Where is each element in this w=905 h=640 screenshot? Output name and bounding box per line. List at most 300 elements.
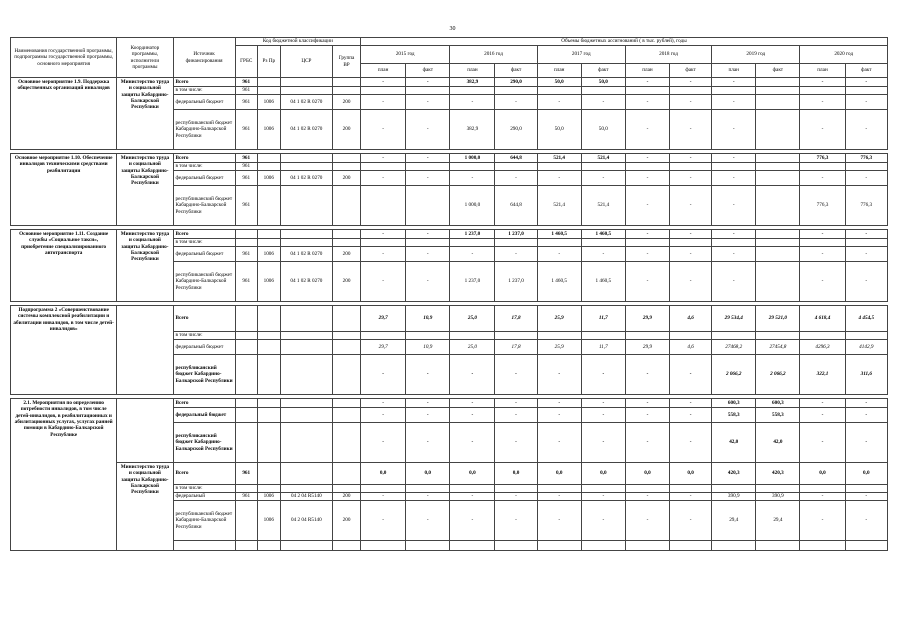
fact-value-cell: - xyxy=(845,171,887,186)
plan-value-cell: 25,9 xyxy=(537,306,581,332)
fact-value-cell: 42,0 xyxy=(756,423,800,463)
plan-value-cell xyxy=(361,163,406,171)
plan-value-cell: - xyxy=(361,493,406,501)
code-cell xyxy=(280,541,332,551)
plan-value-cell: - xyxy=(712,262,756,302)
code-cell xyxy=(235,423,257,463)
row-name-cell: Основное мероприятие 1.11. Создание службы «Социальное такси», приобретение специализированного автотранспорта xyxy=(11,230,117,302)
plan-value-cell: - xyxy=(800,423,845,463)
plan-value-cell: 29,7 xyxy=(361,340,406,355)
fact-value-cell xyxy=(406,485,450,493)
plan-value-cell: 0,0 xyxy=(450,463,495,485)
fact-header: факт xyxy=(845,64,887,78)
fact-value-cell: 290,0 xyxy=(495,78,537,87)
plan-value-cell: 382,9 xyxy=(450,78,495,87)
plan-value-cell: 600,3 xyxy=(712,399,756,408)
plan-value-cell: - xyxy=(450,171,495,186)
fact-value-cell xyxy=(581,541,625,551)
page-number: 30 xyxy=(449,26,456,32)
code-cell xyxy=(280,408,332,423)
fact-value-cell: - xyxy=(495,95,537,110)
plan-value-cell: 50,0 xyxy=(537,110,581,150)
header-name: Наименования государственной программы, подпрограммы государственной программы, основного мероприятия xyxy=(11,38,117,78)
fact-value-cell: - xyxy=(670,423,712,463)
code-cell xyxy=(332,163,360,171)
code-cell: 04 2 04 R5140 xyxy=(280,493,332,501)
plan-value-cell: - xyxy=(712,247,756,262)
code-cell: 961 xyxy=(235,154,257,163)
fact-value-cell: - xyxy=(581,423,625,463)
code-cell: 04 1 02 R 0270 xyxy=(280,247,332,262)
plan-value-cell: - xyxy=(712,154,756,163)
code-cell xyxy=(257,239,280,247)
code-cell: 1006 xyxy=(257,493,280,501)
fact-value-cell: 420,3 xyxy=(756,463,800,485)
code-cell xyxy=(235,340,257,355)
code-cell: 961 xyxy=(235,78,257,87)
fact-value-cell: - xyxy=(406,501,450,541)
code-cell xyxy=(332,423,360,463)
fact-value-cell xyxy=(581,332,625,340)
header-volumes: Объемы бюджетных ассигнований ( в тыс. рублей), годы xyxy=(361,38,888,46)
code-cell xyxy=(257,485,280,493)
plan-value-cell: - xyxy=(537,399,581,408)
code-cell xyxy=(280,399,332,408)
code-cell: 1006 xyxy=(257,501,280,541)
fact-header: факт xyxy=(581,64,625,78)
code-cell: 04 1 02 R 0270 xyxy=(280,171,332,186)
fact-value-cell: - xyxy=(495,355,537,395)
code-cell: 961 xyxy=(235,163,257,171)
row-coordinator-cell xyxy=(117,399,173,463)
fact-value-cell: - xyxy=(845,230,887,239)
fact-value-cell: - xyxy=(845,78,887,87)
plan-value-cell: - xyxy=(625,408,669,423)
fact-value-cell xyxy=(670,332,712,340)
code-cell xyxy=(235,239,257,247)
table-row xyxy=(11,463,888,485)
plan-value-cell: 1 460,5 xyxy=(537,262,581,302)
fact-value-cell: - xyxy=(495,501,537,541)
code-cell: 1006 xyxy=(257,262,280,302)
plan-value-cell xyxy=(537,239,581,247)
plan-value-cell: - xyxy=(625,186,669,226)
plan-value-cell xyxy=(712,541,756,551)
code-cell xyxy=(257,163,280,171)
fact-value-cell: - xyxy=(406,78,450,87)
fact-value-cell: - xyxy=(670,95,712,110)
fact-value-cell: 290,0 xyxy=(495,110,537,150)
code-cell: 200 xyxy=(332,110,360,150)
fact-value-cell: - xyxy=(670,110,712,150)
plan-value-cell xyxy=(361,541,406,551)
code-cell xyxy=(332,541,360,551)
fact-value-cell: - xyxy=(670,262,712,302)
header-vr: Группа ВР xyxy=(332,46,360,78)
row-name-cell: 2.1. Мероприятия по определению потребности инвалидов, в том числе детей-инвалидов, в реабилитационных и абилитационных услугах, услугах ранней помощи в Кабардино-Балкарской Республике xyxy=(11,399,117,551)
code-cell xyxy=(332,340,360,355)
plan-value-cell xyxy=(450,541,495,551)
fact-value-cell xyxy=(495,87,537,95)
plan-value-cell: 42,0 xyxy=(712,423,756,463)
code-cell xyxy=(280,78,332,87)
plan-value-cell xyxy=(712,485,756,493)
fact-value-cell xyxy=(495,163,537,171)
fact-value-cell: 1 237,0 xyxy=(495,230,537,239)
plan-header: план xyxy=(450,64,495,78)
source-cell: в том числе: xyxy=(173,87,235,95)
fact-value-cell: 4,6 xyxy=(670,306,712,332)
fact-value-cell xyxy=(756,186,800,226)
source-cell: в том числе: xyxy=(173,163,235,171)
fact-value-cell: - xyxy=(845,408,887,423)
fact-value-cell: 11,7 xyxy=(581,306,625,332)
code-cell xyxy=(257,306,280,332)
plan-value-cell: - xyxy=(361,399,406,408)
code-cell xyxy=(332,186,360,226)
row-name-cell: Основное мероприятие 1.9. Поддержка общественных организаций инвалидов xyxy=(11,78,117,150)
source-cell: республиканский бюджет Кабардино-Балкарской Республики xyxy=(173,262,235,302)
fact-value-cell: - xyxy=(406,247,450,262)
code-cell: 04 2 04 R5140 xyxy=(280,501,332,541)
fact-value-cell xyxy=(756,332,800,340)
plan-value-cell xyxy=(537,87,581,95)
fact-value-cell: - xyxy=(581,171,625,186)
code-cell xyxy=(257,87,280,95)
plan-value-cell xyxy=(800,485,845,493)
fact-value-cell xyxy=(406,332,450,340)
plan-header: план xyxy=(361,64,406,78)
fact-value-cell: 558,3 xyxy=(756,408,800,423)
code-cell xyxy=(257,186,280,226)
fact-value-cell xyxy=(756,239,800,247)
code-cell xyxy=(332,78,360,87)
code-cell xyxy=(235,306,257,332)
code-cell: 1006 xyxy=(257,110,280,150)
code-cell xyxy=(280,230,332,239)
fact-value-cell: - xyxy=(670,186,712,226)
fact-value-cell: 10,9 xyxy=(406,340,450,355)
plan-value-cell xyxy=(625,332,669,340)
fact-value-cell: - xyxy=(581,408,625,423)
fact-value-cell: - xyxy=(670,501,712,541)
plan-value-cell: - xyxy=(361,408,406,423)
fact-value-cell: - xyxy=(495,408,537,423)
plan-value-cell: - xyxy=(537,171,581,186)
year-header: 2019 год xyxy=(712,46,800,64)
plan-value-cell: - xyxy=(361,423,406,463)
plan-value-cell: - xyxy=(712,110,756,150)
fact-value-cell: - xyxy=(845,95,887,110)
plan-value-cell: - xyxy=(361,501,406,541)
fact-value-cell: 1 460,5 xyxy=(581,230,625,239)
code-cell xyxy=(257,154,280,163)
plan-value-cell: 29,4 xyxy=(712,501,756,541)
plan-value-cell xyxy=(537,332,581,340)
fact-value-cell xyxy=(756,262,800,302)
plan-value-cell: - xyxy=(800,78,845,87)
fact-value-cell xyxy=(406,163,450,171)
row-coordinator-cell xyxy=(117,306,173,395)
code-cell: 200 xyxy=(332,247,360,262)
plan-value-cell: - xyxy=(361,230,406,239)
plan-value-cell xyxy=(712,332,756,340)
fact-value-cell: 29,4 xyxy=(756,501,800,541)
plan-value-cell xyxy=(450,332,495,340)
plan-value-cell: - xyxy=(537,247,581,262)
fact-value-cell: - xyxy=(670,230,712,239)
plan-value-cell xyxy=(537,485,581,493)
fact-value-cell xyxy=(670,485,712,493)
fact-value-cell xyxy=(406,239,450,247)
plan-value-cell: - xyxy=(800,399,845,408)
fact-value-cell xyxy=(756,110,800,150)
fact-value-cell: 600,3 xyxy=(756,399,800,408)
code-cell xyxy=(257,399,280,408)
plan-value-cell xyxy=(450,485,495,493)
row-name-cell: Подпрограмма 2 «Совершенствование системы комплексной реабилитации и абилитации инвалидов, в том числе детей-инвалидов» xyxy=(11,306,117,395)
plan-value-cell xyxy=(800,87,845,95)
plan-value-cell xyxy=(361,87,406,95)
code-cell xyxy=(280,163,332,171)
fact-value-cell: - xyxy=(670,399,712,408)
code-cell xyxy=(235,355,257,395)
plan-value-cell xyxy=(800,239,845,247)
code-cell: 04 1 02 R 0270 xyxy=(280,110,332,150)
code-cell xyxy=(257,408,280,423)
fact-value-cell: 0,0 xyxy=(406,463,450,485)
plan-value-cell: - xyxy=(625,78,669,87)
plan-value-cell xyxy=(361,239,406,247)
code-cell xyxy=(257,78,280,87)
plan-value-cell: - xyxy=(450,408,495,423)
plan-value-cell: - xyxy=(625,501,669,541)
header-csr: ЦСР xyxy=(280,46,332,78)
code-cell xyxy=(332,87,360,95)
fact-value-cell: 4 454,5 xyxy=(845,306,887,332)
row-coordinator-cell: Министерство труда и социальной защиты Кабардино-Балкарской Республики xyxy=(117,230,173,302)
fact-value-cell: - xyxy=(495,247,537,262)
fact-value-cell: 4,6 xyxy=(670,340,712,355)
source-cell: Всего xyxy=(173,78,235,87)
code-cell xyxy=(257,541,280,551)
plan-value-cell: - xyxy=(361,95,406,110)
code-cell xyxy=(332,399,360,408)
source-cell: республиканский бюджет Кабардино-Балкарской Республики xyxy=(173,501,235,541)
code-cell: 1006 xyxy=(257,247,280,262)
fact-value-cell xyxy=(581,163,625,171)
source-cell: федеральный xyxy=(173,493,235,501)
plan-value-cell: - xyxy=(712,230,756,239)
plan-value-cell: - xyxy=(712,95,756,110)
header-source: Источник финансирования xyxy=(173,38,235,78)
fact-value-cell xyxy=(756,154,800,163)
code-cell xyxy=(235,332,257,340)
fact-value-cell: - xyxy=(670,78,712,87)
plan-value-cell: - xyxy=(800,247,845,262)
fact-value-cell: 50,0 xyxy=(581,78,625,87)
fact-value-cell: - xyxy=(845,247,887,262)
source-cell: в том числе: xyxy=(173,485,235,493)
plan-value-cell: - xyxy=(800,408,845,423)
fact-value-cell xyxy=(845,163,887,171)
plan-value-cell: - xyxy=(625,247,669,262)
plan-value-cell: 1 237,0 xyxy=(450,230,495,239)
code-cell: 200 xyxy=(332,493,360,501)
source-cell: федеральный бюджет xyxy=(173,408,235,423)
plan-header: план xyxy=(712,64,756,78)
fact-value-cell: - xyxy=(406,171,450,186)
fact-value-cell: - xyxy=(581,493,625,501)
plan-value-cell: 2 066,2 xyxy=(712,355,756,395)
plan-value-cell: - xyxy=(800,110,845,150)
plan-value-cell: - xyxy=(450,423,495,463)
row-coordinator-cell: Министерство труда и социальной защиты Кабардино-Балкарской Республики xyxy=(117,78,173,150)
fact-value-cell: - xyxy=(495,399,537,408)
code-cell xyxy=(332,355,360,395)
fact-value-cell: - xyxy=(406,154,450,163)
plan-value-cell: 776,3 xyxy=(800,186,845,226)
plan-value-cell: 390,9 xyxy=(712,493,756,501)
plan-value-cell xyxy=(712,239,756,247)
source-cell: в том числе: xyxy=(173,332,235,340)
plan-value-cell xyxy=(450,239,495,247)
code-cell xyxy=(280,332,332,340)
plan-value-cell: - xyxy=(537,501,581,541)
plan-value-cell: - xyxy=(800,262,845,302)
fact-value-cell: 1 237,0 xyxy=(495,262,537,302)
fact-value-cell xyxy=(756,163,800,171)
plan-value-cell xyxy=(625,87,669,95)
fact-value-cell xyxy=(845,541,887,551)
plan-value-cell: 25,9 xyxy=(537,340,581,355)
fact-value-cell: - xyxy=(845,399,887,408)
fact-value-cell: 644,8 xyxy=(495,154,537,163)
plan-value-cell: 27468,2 xyxy=(712,340,756,355)
plan-value-cell: - xyxy=(625,399,669,408)
fact-value-cell xyxy=(406,87,450,95)
source-cell: республиканский бюджет Кабардино-Балкарской Республики xyxy=(173,355,235,395)
fact-value-cell xyxy=(495,332,537,340)
code-cell xyxy=(280,87,332,95)
code-cell: 961 xyxy=(235,493,257,501)
fact-value-cell: 390,9 xyxy=(756,493,800,501)
fact-value-cell: - xyxy=(581,501,625,541)
header-code: Код бюджетной классификации xyxy=(235,38,360,46)
code-cell xyxy=(235,230,257,239)
plan-value-cell: - xyxy=(361,154,406,163)
code-cell xyxy=(332,154,360,163)
fact-value-cell xyxy=(406,541,450,551)
plan-value-cell: - xyxy=(800,493,845,501)
code-cell xyxy=(280,340,332,355)
code-cell: 961 xyxy=(235,247,257,262)
table-row xyxy=(11,306,888,332)
table-row xyxy=(11,154,888,163)
plan-value-cell: - xyxy=(537,95,581,110)
plan-value-cell: - xyxy=(625,110,669,150)
source-cell: республиканский бюджет Кабардино-Балкарской Республики xyxy=(173,186,235,226)
code-cell xyxy=(332,239,360,247)
code-cell: 961 xyxy=(235,110,257,150)
plan-value-cell: 558,3 xyxy=(712,408,756,423)
plan-value-cell: 382,9 xyxy=(450,110,495,150)
code-cell xyxy=(280,423,332,463)
plan-value-cell: 521,4 xyxy=(537,186,581,226)
code-cell: 04 1 02 R 0270 xyxy=(280,95,332,110)
source-cell: федеральный бюджет xyxy=(173,340,235,355)
code-cell xyxy=(332,230,360,239)
plan-value-cell: - xyxy=(625,355,669,395)
fact-value-cell: - xyxy=(406,408,450,423)
code-cell xyxy=(332,408,360,423)
fact-value-cell: - xyxy=(406,399,450,408)
plan-value-cell: 1 237,0 xyxy=(450,262,495,302)
plan-value-cell xyxy=(537,541,581,551)
fact-value-cell: - xyxy=(845,501,887,541)
fact-value-cell: 27454,8 xyxy=(756,340,800,355)
table-row xyxy=(11,230,888,239)
code-cell xyxy=(235,485,257,493)
plan-value-cell: - xyxy=(450,493,495,501)
source-cell: Всего xyxy=(173,463,235,485)
fact-value-cell: - xyxy=(495,493,537,501)
source-cell: Всего xyxy=(173,306,235,332)
plan-value-cell xyxy=(625,163,669,171)
plan-value-cell: - xyxy=(537,493,581,501)
code-cell: 04 1 02 R 0270 xyxy=(280,262,332,302)
plan-value-cell: 776,3 xyxy=(800,154,845,163)
fact-value-cell: - xyxy=(406,355,450,395)
source-cell: Всего xyxy=(173,154,235,163)
plan-value-cell xyxy=(361,485,406,493)
code-cell xyxy=(235,399,257,408)
fact-value-cell: - xyxy=(406,110,450,150)
code-cell: 961 xyxy=(235,87,257,95)
plan-value-cell: - xyxy=(450,501,495,541)
fact-value-cell xyxy=(756,171,800,186)
fact-value-cell xyxy=(581,87,625,95)
fact-value-cell: - xyxy=(845,110,887,150)
plan-value-cell: - xyxy=(361,355,406,395)
header-rzpr: Рз Пр xyxy=(257,46,280,78)
plan-value-cell: 50,0 xyxy=(537,78,581,87)
fact-header: факт xyxy=(495,64,537,78)
plan-value-cell: 29 534,4 xyxy=(712,306,756,332)
fact-value-cell xyxy=(581,485,625,493)
plan-value-cell: - xyxy=(361,78,406,87)
code-cell: 200 xyxy=(332,501,360,541)
plan-value-cell: 1 000,0 xyxy=(450,154,495,163)
code-cell xyxy=(332,306,360,332)
plan-value-cell: 1 460,5 xyxy=(537,230,581,239)
code-cell xyxy=(280,306,332,332)
code-cell xyxy=(280,154,332,163)
plan-value-cell: - xyxy=(625,493,669,501)
plan-header: план xyxy=(800,64,845,78)
plan-value-cell: - xyxy=(537,408,581,423)
fact-value-cell: - xyxy=(670,408,712,423)
fact-value-cell: - xyxy=(581,247,625,262)
table-row xyxy=(11,399,888,408)
plan-value-cell: - xyxy=(537,423,581,463)
plan-value-cell: - xyxy=(712,186,756,226)
fact-value-cell: 29 521,0 xyxy=(756,306,800,332)
code-cell xyxy=(257,355,280,395)
code-cell xyxy=(257,230,280,239)
fact-value-cell xyxy=(581,239,625,247)
plan-value-cell: 29,7 xyxy=(361,306,406,332)
